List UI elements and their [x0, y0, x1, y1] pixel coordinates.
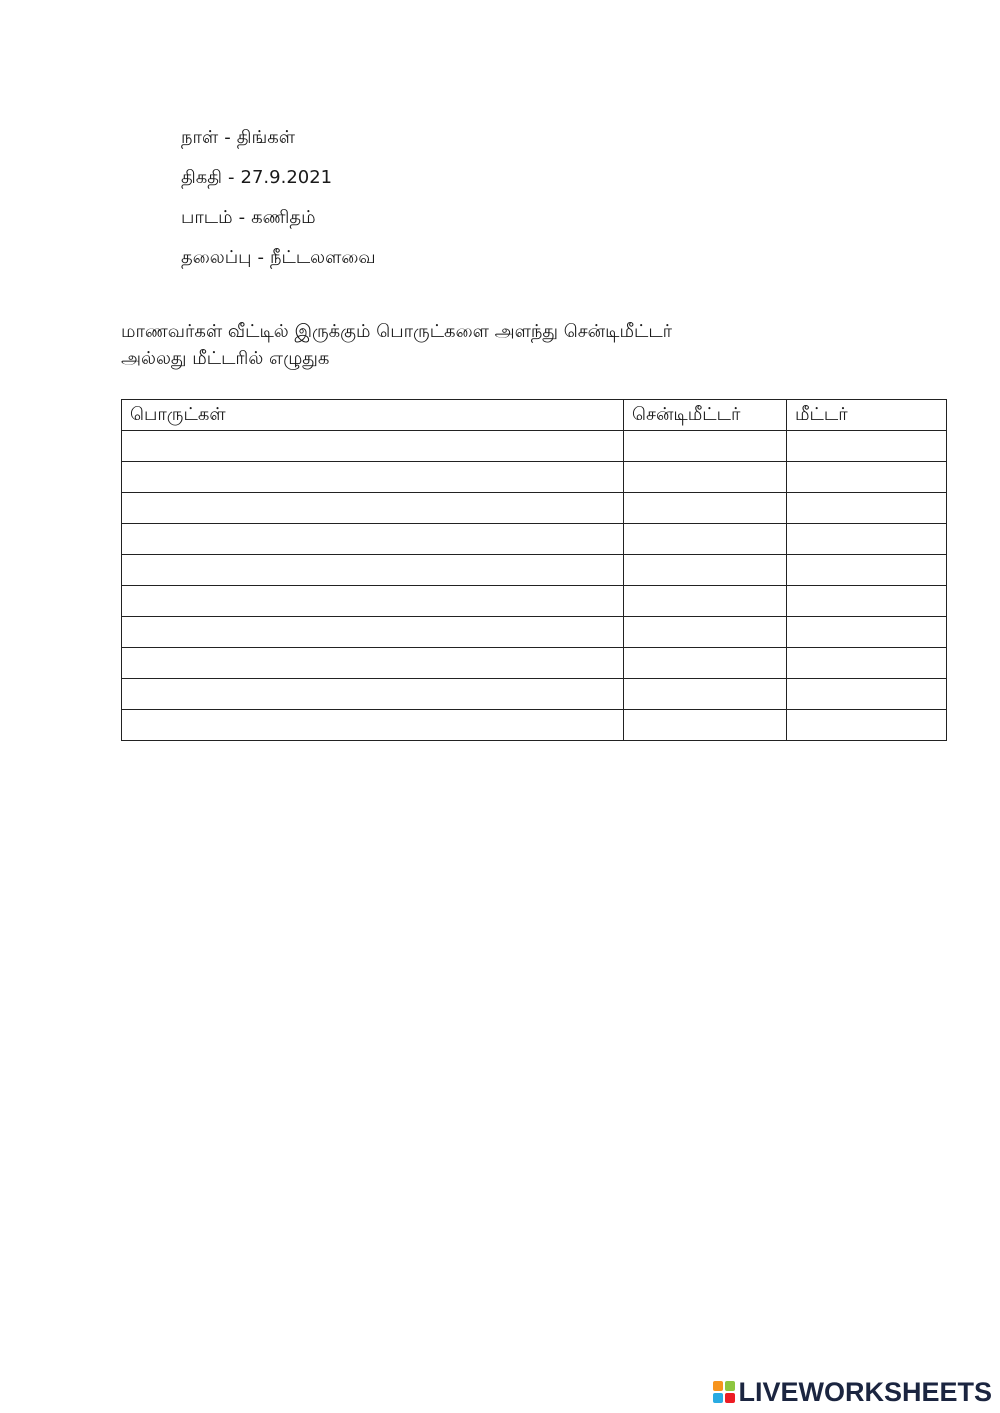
answer-cell-meter[interactable] [787, 555, 947, 586]
answer-cell-meter[interactable] [787, 431, 947, 462]
answer-cell-object[interactable] [122, 524, 624, 555]
answer-cell-centimeter[interactable] [624, 462, 787, 493]
answer-cell-centimeter[interactable] [624, 586, 787, 617]
answer-cell-object[interactable] [122, 710, 624, 741]
answer-cell-meter[interactable] [787, 493, 947, 524]
table-row [122, 524, 947, 555]
separator: - [238, 207, 246, 228]
table-row [122, 679, 947, 710]
table-header-row [122, 400, 947, 431]
answer-cell-centimeter[interactable] [624, 679, 787, 710]
answer-cell-meter[interactable] [787, 679, 947, 710]
table-row [122, 648, 947, 679]
separator: - [257, 247, 264, 268]
answer-cell-centimeter[interactable] [624, 555, 787, 586]
logo-square [713, 1381, 723, 1391]
answer-cell-centimeter[interactable] [624, 431, 787, 462]
logo-square [725, 1381, 735, 1391]
logo-text: LIVEWORKSHEETS [738, 1376, 992, 1407]
answer-cell-object[interactable] [122, 617, 624, 648]
answer-cell-meter[interactable] [787, 524, 947, 555]
subject-value: கணிதம் [251, 207, 316, 228]
answer-cell-object[interactable] [122, 462, 624, 493]
day-line [181, 118, 376, 158]
answer-cell-object[interactable] [122, 493, 624, 524]
answer-cell-meter[interactable] [787, 617, 947, 648]
logo-square [713, 1393, 723, 1403]
answer-cell-centimeter[interactable] [624, 648, 787, 679]
header-meter: மீட்டர் [787, 400, 947, 431]
header-objects: பொருட்கள் [122, 400, 624, 431]
topic-label: தலைப்பு [181, 247, 252, 268]
date-line [181, 158, 376, 198]
answer-cell-object[interactable] [122, 679, 624, 710]
answer-cell-centimeter[interactable] [624, 493, 787, 524]
liveworksheets-logo [713, 1377, 992, 1407]
instruction-line-1: மாணவர்கள் வீட்டில் இருக்கும் பொருட்களை அளந்து சென்டிமீட்டர் [121, 321, 673, 342]
table-row [122, 555, 947, 586]
answer-cell-centimeter[interactable] [624, 710, 787, 741]
date-label: திகதி [181, 167, 223, 188]
table-row [122, 710, 947, 741]
instruction-text [121, 318, 881, 372]
answer-cell-object[interactable] [122, 555, 624, 586]
subject-line [181, 198, 376, 238]
separator: - [228, 167, 235, 188]
separator: - [224, 127, 231, 148]
logo-square [725, 1393, 735, 1403]
date-value: 27.9.2021 [240, 167, 333, 188]
topic-line [181, 238, 376, 278]
lesson-info [181, 118, 376, 278]
header-centimeter: சென்டிமீட்டர் [624, 400, 787, 431]
answer-cell-meter[interactable] [787, 648, 947, 679]
answer-cell-meter[interactable] [787, 710, 947, 741]
table-row [122, 493, 947, 524]
answer-cell-centimeter[interactable] [624, 617, 787, 648]
table-row [122, 431, 947, 462]
logo-mark-icon [713, 1381, 735, 1403]
table-row [122, 617, 947, 648]
answer-cell-meter[interactable] [787, 586, 947, 617]
subject-label: பாடம் [181, 207, 233, 228]
topic-value: நீட்டலளவை [270, 247, 376, 268]
day-label: நாள் [181, 127, 219, 148]
instruction-line-2: அல்லது மீட்டரில் எழுதுக [121, 348, 330, 369]
answer-cell-object[interactable] [122, 586, 624, 617]
answer-cell-meter[interactable] [787, 462, 947, 493]
table-row [122, 586, 947, 617]
table-row [122, 462, 947, 493]
answer-cell-object[interactable] [122, 431, 624, 462]
day-value: திங்கள் [236, 127, 295, 148]
measurement-table [121, 399, 947, 741]
table-body [122, 431, 947, 741]
answer-cell-centimeter[interactable] [624, 524, 787, 555]
answer-cell-object[interactable] [122, 648, 624, 679]
